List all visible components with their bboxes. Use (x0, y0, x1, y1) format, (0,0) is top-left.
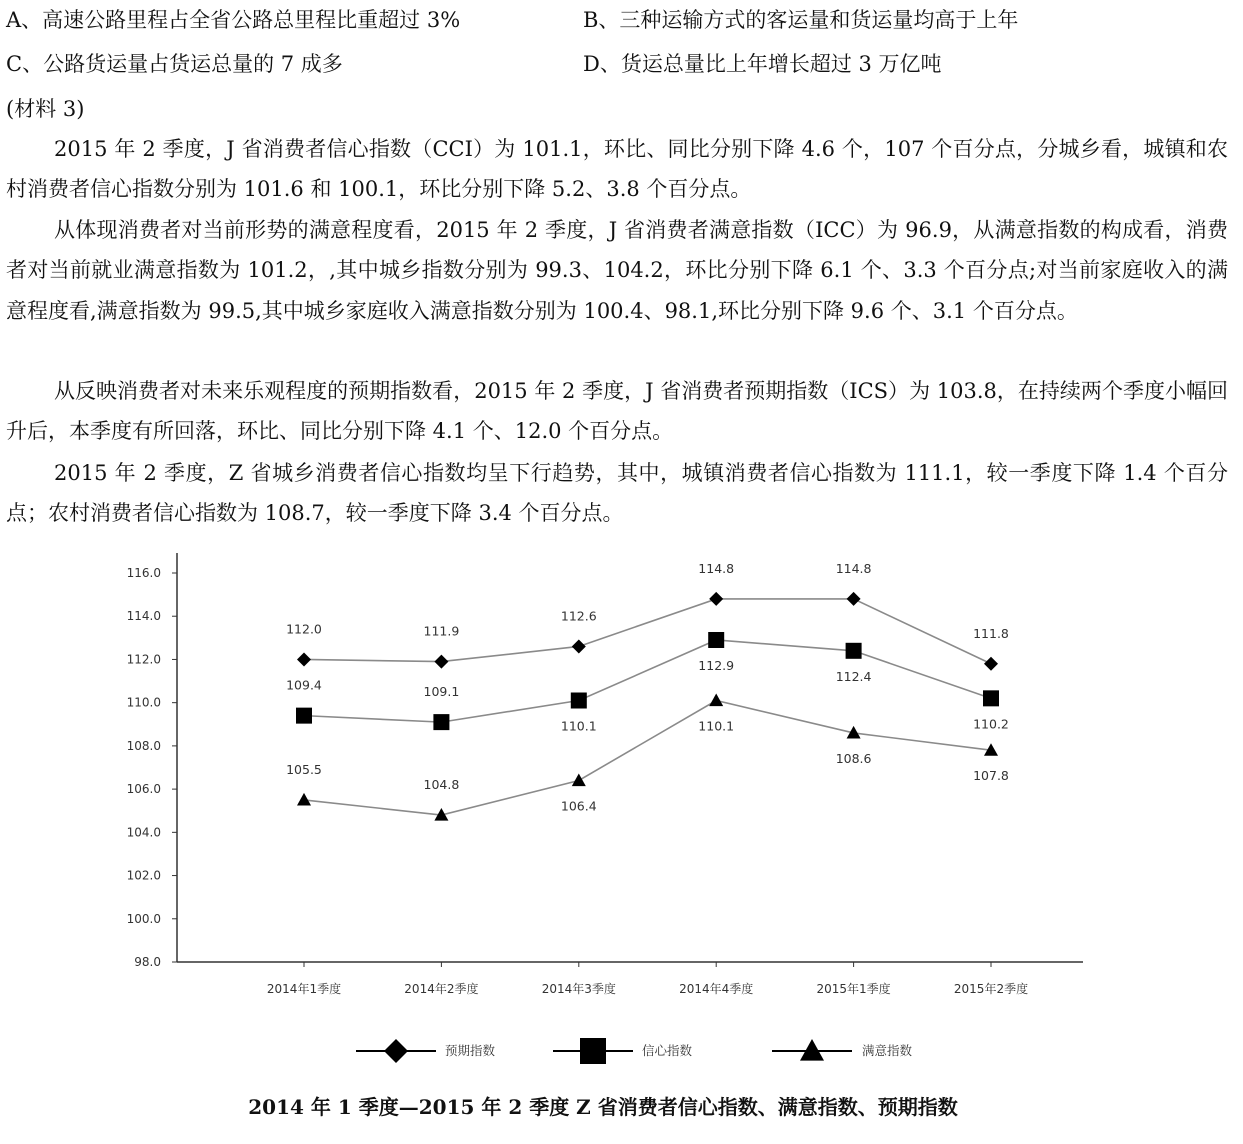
data-point-triangle (297, 793, 311, 806)
y-tick-label: 98.0 (134, 955, 161, 969)
data-label: 109.1 (423, 684, 460, 700)
data-point-diamond (709, 592, 723, 606)
paragraph-cci: 2015 年 2 季度，J 省消费者信心指数（CCI）为 101.1，环比、同比分别下降 4.6 个，107 个百分点，分城乡看，城镇和农村消费者信心指数分别为 101.6 和 100.1，环比分别下降 5.2、3.8 个百分点。 (6, 137, 1228, 202)
y-tick-label: 112.0 (126, 652, 161, 667)
x-tick-label: 2014年4季度 (679, 982, 754, 996)
y-tick-label: 102.0 (126, 868, 161, 883)
option-b: B、三种运输方式的客运量和货运量均高于上年 (583, 8, 1019, 32)
legend-label: 满意指数 (862, 1043, 913, 1058)
legend-label: 预期指数 (445, 1043, 496, 1058)
legend-label: 信心指数 (642, 1043, 693, 1058)
data-point-diamond (847, 592, 861, 606)
paragraph-icc: 从体现消费者对当前形势的满意程度看，2015 年 2 季度，J 省消费者满意指数（ICC）为 96.9，从满意指数的构成看，消费者对当前就业满意指数为 101.2，,其中城乡指数分别为 99.3、104.2，环比分别下降 6.1 个、3.3 个百分点;对当前家庭收入的满意程度看,满意指数为 99.5,其中城乡家庭收入满意指数分别为 100.4、98.1,环比分别下降 9.6 个、3.1 个百分点。 (6, 218, 1228, 323)
data-label: 110.1 (560, 718, 597, 734)
chart-legend (356, 1038, 913, 1064)
y-tick-label: 114.0 (126, 609, 161, 624)
chart-data-labels (286, 561, 1009, 814)
chart-axes (127, 553, 1083, 996)
y-tick-label: 116.0 (126, 566, 161, 580)
data-label: 112.0 (286, 621, 322, 637)
x-tick-label: 2014年2季度 (404, 982, 479, 996)
y-tick-label: 100.0 (126, 911, 161, 926)
series-line-1 (304, 599, 991, 664)
data-point-diamond (434, 655, 448, 669)
data-label: 105.5 (286, 761, 322, 777)
data-point-square (433, 714, 449, 730)
y-tick-label: 110.0 (126, 695, 161, 710)
chart-markers (296, 592, 999, 821)
data-point-square (983, 690, 999, 706)
data-label: 112.9 (698, 657, 735, 673)
data-label: 114.8 (835, 560, 872, 576)
data-label: 114.8 (698, 560, 735, 576)
option-c: C、公路货运量占货运总量的 7 成多 (6, 52, 343, 76)
legend-marker-diamond (384, 1039, 408, 1063)
data-point-square (846, 643, 862, 659)
chart-lines (304, 599, 991, 815)
data-label: 111.8 (973, 625, 1009, 641)
chart-caption: 2014 年 1 季度—2015 年 2 季度 Z 省消费者信心指数、满意指数、预期指数 (248, 1095, 958, 1119)
data-point-square (571, 693, 587, 709)
legend-marker-triangle (800, 1039, 824, 1061)
option-a: A、高速公路里程占全省公路总里程比重超过 3% (6, 8, 461, 32)
data-point-diamond (297, 652, 311, 666)
x-tick-label: 2014年1季度 (266, 982, 342, 996)
x-tick-label: 2014年3季度 (541, 982, 616, 996)
x-tick-label: 2015年2季度 (953, 982, 1029, 996)
data-label: 112.6 (560, 608, 597, 624)
series-line-3 (304, 701, 991, 816)
y-tick-label: 106.0 (126, 782, 161, 797)
data-point-square (708, 632, 724, 648)
data-label: 111.9 (423, 623, 460, 639)
data-point-square (296, 708, 312, 724)
series-line-2 (304, 640, 991, 722)
legend-marker-square (580, 1038, 606, 1064)
data-label: 110.1 (698, 718, 735, 734)
data-point-diamond (572, 639, 586, 653)
data-label: 104.8 (423, 777, 460, 793)
data-point-diamond (984, 657, 998, 671)
x-tick-label: 2015年1季度 (816, 982, 891, 996)
data-label: 108.6 (835, 750, 872, 766)
data-label: 107.8 (973, 768, 1009, 784)
line-chart (0, 540, 1243, 1144)
data-label: 112.4 (835, 668, 872, 684)
data-point-triangle (572, 773, 586, 786)
data-label: 109.4 (286, 677, 322, 693)
paragraph-z-province: 2015 年 2 季度，Z 省城乡消费者信心指数均呈下行趋势，其中，城镇消费者信心指数为 111.1，较一季度下降 1.4 个百分点；农村消费者信心指数为 108.7，较一季度下降 3.4 个百分点。 (6, 461, 1228, 526)
data-point-triangle (709, 694, 723, 707)
material-label: (材料 3) (6, 97, 85, 121)
y-tick-label: 108.0 (126, 738, 161, 753)
option-d: D、货运总量比上年增长超过 3 万亿吨 (583, 52, 942, 76)
y-tick-label: 104.0 (126, 825, 161, 840)
data-label: 110.2 (973, 716, 1009, 732)
paragraph-ics: 从反映消费者对未来乐观程度的预期指数看，2015 年 2 季度，J 省消费者预期指数（ICS）为 103.8，在持续两个季度小幅回升后，本季度有所回落，环比、同比分别下降 4.1 个、12.0 个百分点。 (6, 379, 1228, 444)
data-label: 106.4 (560, 798, 597, 814)
